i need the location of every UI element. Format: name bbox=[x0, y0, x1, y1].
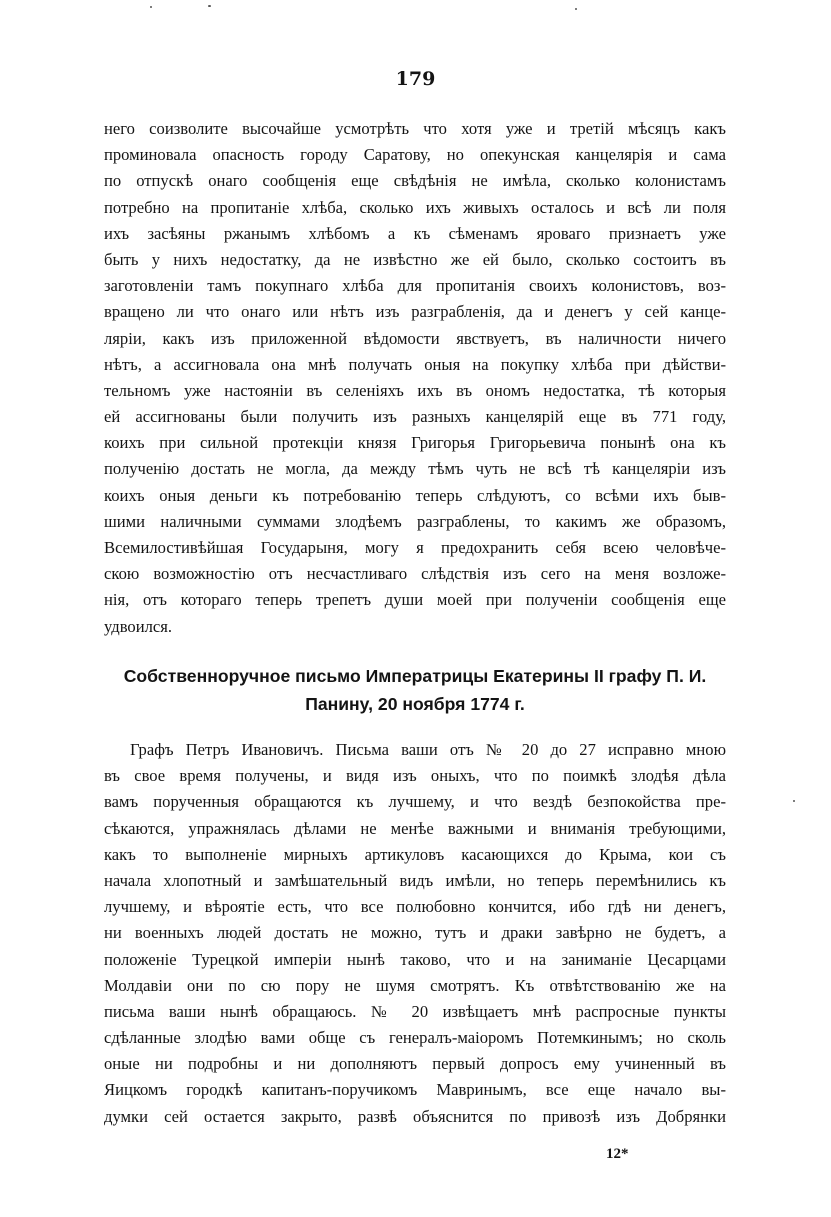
text-line: полученію достать не могла, да между тѣмъ чуть не всѣ тѣ канцеляріи изъ bbox=[104, 459, 726, 479]
text-line: потребно на пропитаніе хлѣба, сколько ихъ живыхъ осталось и всѣ ли поля bbox=[104, 197, 726, 217]
text-line: ихъ засѣяны ржанымъ хлѣбомъ а къ сѣменамъ яроваго признаетъ уже bbox=[104, 223, 726, 243]
text-line: ляріи, какъ изъ приложенной вѣдомости явствуетъ, въ наличности ничего bbox=[104, 328, 726, 348]
heading-line: Панину, 20 ноября 1774 г. bbox=[305, 694, 525, 714]
page-number: 179 bbox=[395, 68, 436, 90]
text-line: сѣкаются, упражнялась дѣлами не менѣе важными и вниманія требующими, bbox=[104, 818, 726, 838]
text-line: лучшему, и вѣроятіе есть, что все полюбовно кончится, ибо гдѣ ни денегъ, bbox=[104, 897, 726, 917]
section-heading bbox=[104, 662, 726, 718]
top-speck bbox=[208, 5, 211, 7]
text-line: Молдавіи они по сю пору не шумя смотрятъ. Къ отвѣтствованію же на bbox=[104, 975, 726, 995]
text-line: коихъ оныя деньги къ потребованію теперь слѣдуютъ, со всѣми ихъ быв- bbox=[104, 485, 726, 505]
heading-line: Собственноручное письмо Императрицы Екатерины II графу П. И. bbox=[123, 666, 707, 686]
text-line: письма ваши нынѣ обращаюсь. № 20 извѣщаетъ мнѣ распросные пункты bbox=[104, 1001, 726, 1021]
signature-mark: 12* bbox=[606, 1146, 629, 1162]
text-line: оные ни подробны и ни дополняютъ первый допросъ ему учиненный въ bbox=[104, 1054, 726, 1074]
text-line: него соизволите высочайше усмотрѣть что хотя уже и третій мѣсяцъ какъ bbox=[104, 119, 726, 138]
text-line: нія, отъ котораго теперь трепетъ души моей при полученіи сообщенія еще bbox=[104, 590, 726, 610]
margin-speck bbox=[793, 800, 795, 802]
text-line: сдѣланные злодѣю вами обще съ генералъ-маіоромъ Потемкинымъ; но сколь bbox=[104, 1028, 726, 1048]
text-line: шими наличными суммами злодѣемъ разграблены, то какимъ же образомъ, bbox=[104, 511, 726, 531]
text-line: скою возможностію отъ несчастливаго слѣдствія изъ сего на меня возложе- bbox=[104, 564, 726, 584]
text-line: вамъ порученныя обращаются къ лучшему, и что вездѣ безпокойства пре- bbox=[104, 792, 726, 812]
text-line: удвоился. bbox=[104, 616, 173, 636]
text-line: проминовала опасность городу Саратову, но опекунская канцелярія и сама bbox=[104, 145, 726, 165]
text-line: въ свое время получены, и видя изъ оныхъ, что по поимкѣ злодѣя дѣла bbox=[104, 766, 726, 786]
text-line: какъ то выполненіе мирныхъ артикуловъ касающихся до Крыма, кои съ bbox=[104, 844, 726, 864]
text-line: коихъ при сильной протекціи князя Григорья Григорьевича понынѣ она къ bbox=[104, 433, 726, 453]
text-line: ни военныхъ людей достать не можно, тутъ и драки завѣрно не будетъ, а bbox=[104, 923, 726, 943]
top-speck bbox=[150, 6, 152, 8]
top-speck bbox=[575, 8, 577, 10]
text-line: быть у нихъ недостатку, да не извѣстно же ей было, сколько состоитъ въ bbox=[104, 249, 726, 269]
text-line: начала хлопотный и замѣшательный видъ имѣли, но теперь перемѣнились къ bbox=[104, 870, 726, 890]
text-line: заготовленіи тамъ покупнаго хлѣба для пропитанія своихъ колонистовъ, воз- bbox=[104, 276, 726, 296]
text-line: по отпускѣ онаго сообщенія еще свѣдѣнія не имѣла, сколько колонистамъ bbox=[104, 171, 726, 191]
paragraph-continued bbox=[104, 116, 726, 640]
text-line: положеніе Турецкой имперіи нынѣ таково, что и на заниманіе Цесарцами bbox=[104, 949, 726, 969]
text-line: вращено ли что онаго или нѣтъ изъ разграбленія, да и денегъ у сей канце- bbox=[104, 302, 726, 322]
text-line: думки сей остается закрыто, развѣ объяснится по привозѣ изъ Добрянки bbox=[104, 1106, 726, 1126]
text-line: Всемилостивѣйшая Государыня, могу я предохранить себя всею человѣче- bbox=[104, 538, 726, 557]
text-line: Графъ Петръ Ивановичъ. Письма ваши отъ № 20 до 27 исправно мною bbox=[130, 740, 726, 759]
text-line: нѣтъ, а ассигновала она мнѣ получать оныя на покупку хлѣба при дѣйстви- bbox=[104, 354, 726, 374]
text-line: Яицкомъ городкѣ капитанъ-поручикомъ Мавринымъ, все еще начало вы- bbox=[104, 1080, 726, 1100]
text-line: ей ассигнованы были получить изъ разныхъ канцелярій еще въ 771 году, bbox=[104, 407, 726, 427]
text-line: тельномъ уже настояніи въ селеніяхъ ихъ въ ономъ недостатка, тѣ которыя bbox=[104, 380, 726, 400]
letter-paragraph bbox=[104, 737, 726, 1130]
